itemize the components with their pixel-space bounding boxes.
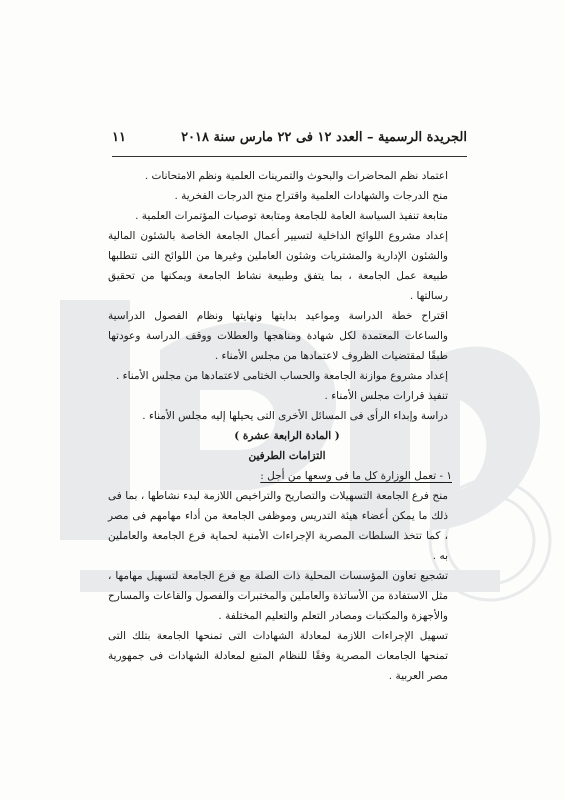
obligation-paragraph: تشجيع تعاون المؤسسات المحلية ذات الصلة مع فرع الجامعة لتسهيل مهامها ، مثل الاستفادة من الأساتذة والعاملين والمختبرات والفصول والقاعات والمسارح والأجهزة والمكتبات ومصادر التعلم والتعليم المختلفة . xyxy=(108,570,448,622)
gazette-title: الجريدة الرسمية – العدد ١٢ فى ٢٢ مارس سنة ٢٠١٨ xyxy=(181,130,467,145)
document-body xyxy=(108,166,466,686)
paragraph: اعتماد نظم المحاضرات والبحوث والتمرينات العلمية ونظم الامتحانات . xyxy=(144,170,448,182)
paragraph: منح الدرجات والشهادات العلمية واقتراح منح الدرجات الفخرية . xyxy=(174,190,448,202)
paragraph: دراسة وإبداء الرأى فى المسائل الأخرى التى يحيلها إليه مجلس الأمناء . xyxy=(142,410,448,422)
obligation-paragraph: تسهيل الإجراءات اللازمة لمعادلة الشهادات التى تمنحها الجامعة بتلك التى تمنحها الجامعات المصرية وفقًا للنظام المتبع لمعادلة الشهادات فى جمهورية مصر العربية . xyxy=(108,630,448,682)
header-divider xyxy=(112,156,467,157)
page-number: ١١ xyxy=(112,130,126,145)
obligation-paragraph: منح فرع الجامعة التسهيلات والتصاريح والتراخيص اللازمة لبدء نشاطها ، بما فى ذلك ما يمكن أعضاء هيئة التدريس وموظفى الجامعة من أداء مهامهم فى مصر ، كما تتخذ السلطات المصرية الإجراءات الأمنية لحماية فرع الجامعة والعاملين به . xyxy=(108,490,448,562)
article-subheading: التزامات الطرفين xyxy=(248,450,326,462)
paragraph: إعداد مشروع اللوائح الداخلية لتسيير أعمال الجامعة الخاصة بالشئون المالية والشئون الإدارية والمشتريات وشئون العاملين وغيرها من اللوائح التى تتطلبها طبيعة عمل الجامعة ، بما يتفق وطبيعة نشاط الجامعة ويمكنها من تحقيق رسالتها . xyxy=(108,230,448,302)
paragraph: اقتراح خطة الدراسة ومواعيد بدايتها ونهايتها ونظام الفصول الدراسية والساعات المعتمدة لكل شهادة ومناهجها والعطلات ووقف الدراسة وعودتها طبقًا لمقتضيات الظروف لاعتمادها من مجلس الأمناء . xyxy=(108,310,448,362)
paragraph: تنفيذ قرارات مجلس الأمناء . xyxy=(324,390,448,402)
clause-heading-text: ١ - تعمل الوزارة كل ما فى وسعها من أجل : xyxy=(260,470,452,482)
paragraph: متابعة تنفيذ السياسة العامة للجامعة ومتابعة توصيات المؤتمرات العلمية . xyxy=(135,210,448,222)
paragraph: إعداد مشروع موازنة الجامعة والحساب الختامى لاعتمادها من مجلس الأمناء . xyxy=(116,370,448,382)
page-header xyxy=(112,128,467,150)
clause-heading xyxy=(108,466,466,486)
article-heading: ( المادة الرابعة عشرة ) xyxy=(234,430,340,442)
